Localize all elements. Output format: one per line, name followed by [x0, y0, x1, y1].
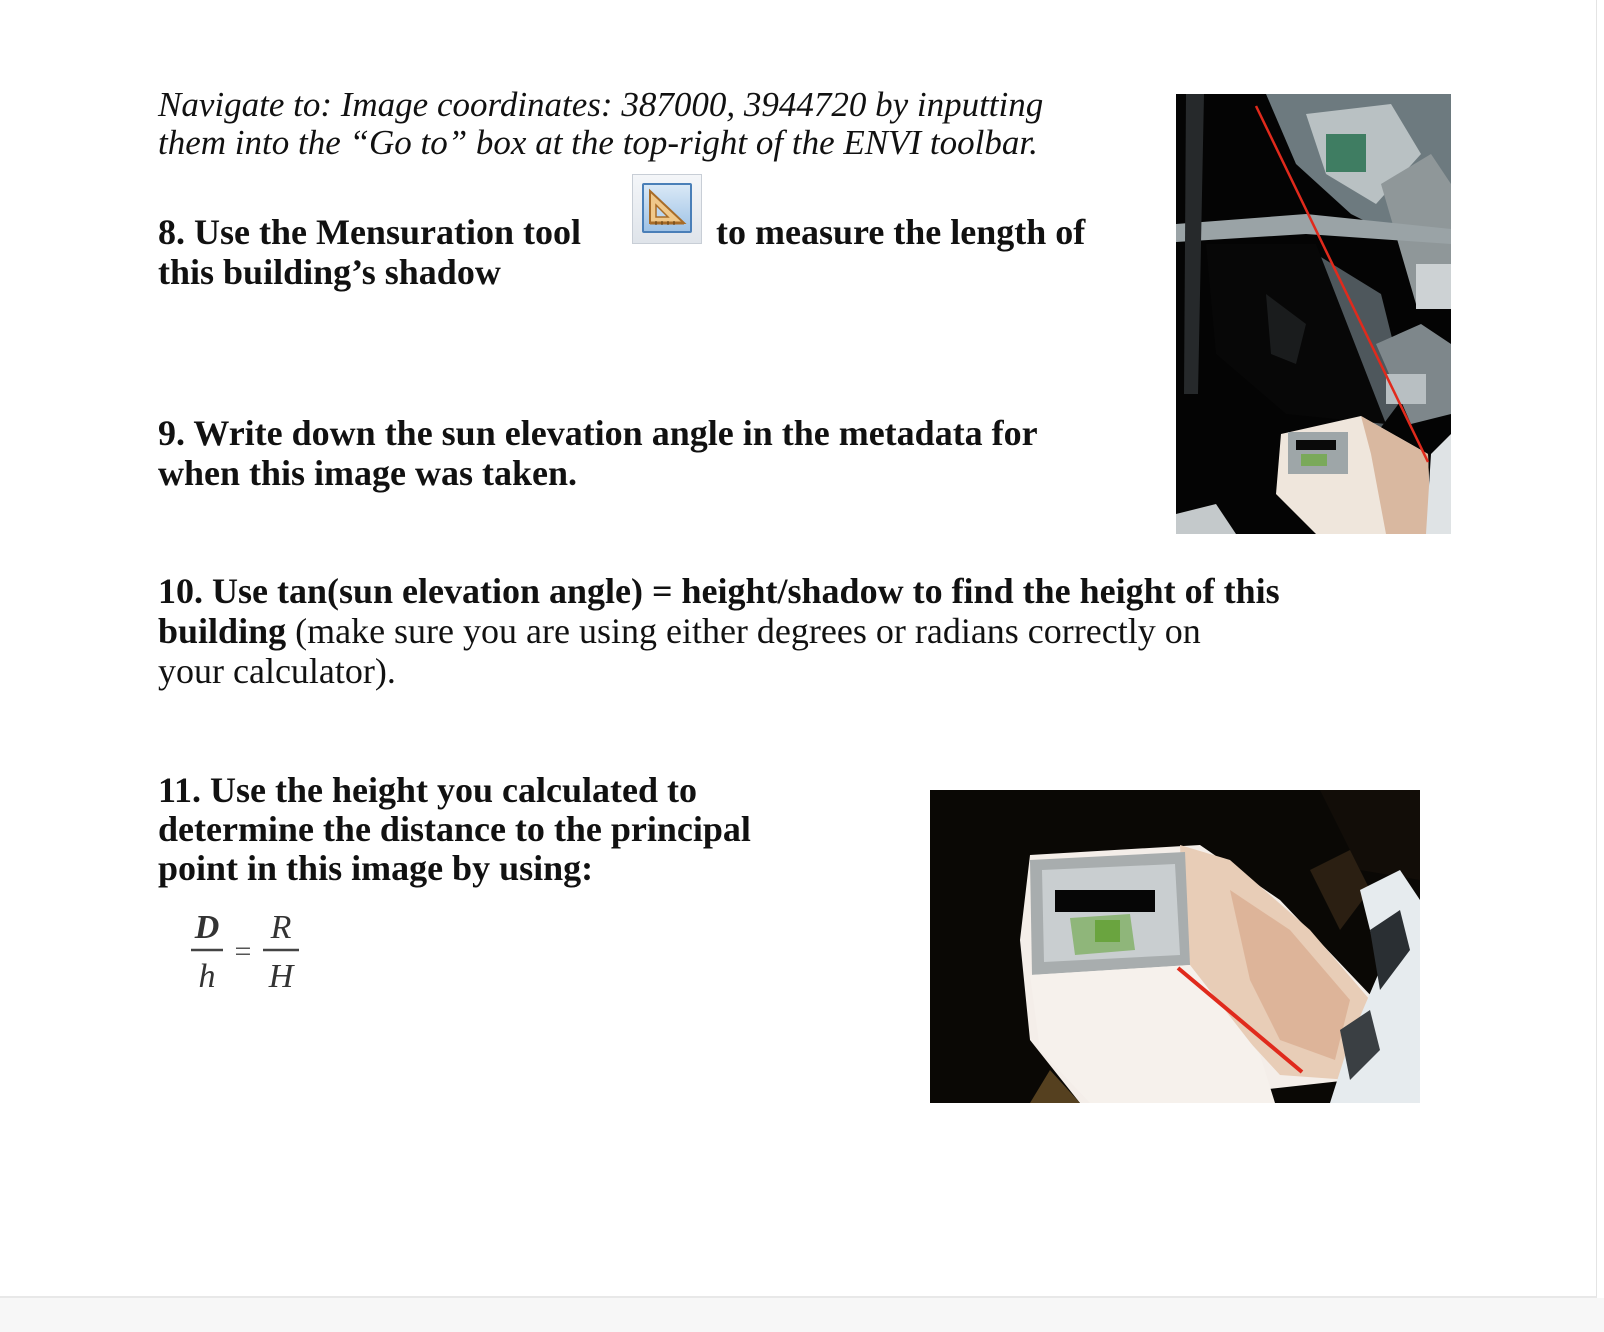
step-8-part-1: 8. Use the Mensuration tool [158, 212, 581, 252]
step-11-line-1: 11. Use the height you calculated to [158, 770, 697, 810]
intro-line-1: Navigate to: Image coordinates: 387000, 3944720 by inputting [158, 85, 1044, 124]
step-10-line-3: your calculator). [158, 651, 396, 691]
navigation-instruction [158, 86, 1158, 162]
step-10 [158, 571, 1428, 691]
zoomed-building-image [930, 790, 1420, 1103]
satellite-shadow-image [1176, 94, 1451, 534]
formula-denominator-right: H [268, 958, 294, 995]
step-10-line-2: (make sure you are using either degrees or radians correctly on [286, 611, 1201, 651]
step-9-line-1: 9. Write down the sun elevation angle in the metadata for [158, 413, 1038, 453]
intro-line-2: them into the “Go to” box at the top-right of the ENVI toolbar. [158, 123, 1038, 162]
step-11 [158, 771, 858, 888]
step-11-line-2: determine the distance to the principal [158, 809, 751, 849]
page-bottom-margin [0, 1298, 1604, 1332]
formula-equals: = [234, 935, 252, 968]
step-11-line-3: point in this image by using: [158, 848, 594, 888]
mensuration-tool-icon [632, 174, 702, 244]
step-9-line-2: when this image was taken. [158, 453, 578, 493]
ruler-icon [642, 183, 692, 233]
formula-numerator-right: R [270, 909, 292, 946]
step-8-part-2: to measure the length of [716, 212, 1086, 252]
step-8-line-2: this building’s shadow [158, 252, 501, 292]
formula-numerator-left: D [194, 909, 220, 946]
formula-denominator-left: h [198, 958, 216, 995]
ratio-formula [185, 905, 325, 995]
step-9 [158, 413, 1148, 493]
step-10-line-1: 10. Use tan(sun elevation angle) = height/shadow to find the height of this [158, 571, 1280, 611]
step-10-bold-word: building [158, 611, 287, 651]
